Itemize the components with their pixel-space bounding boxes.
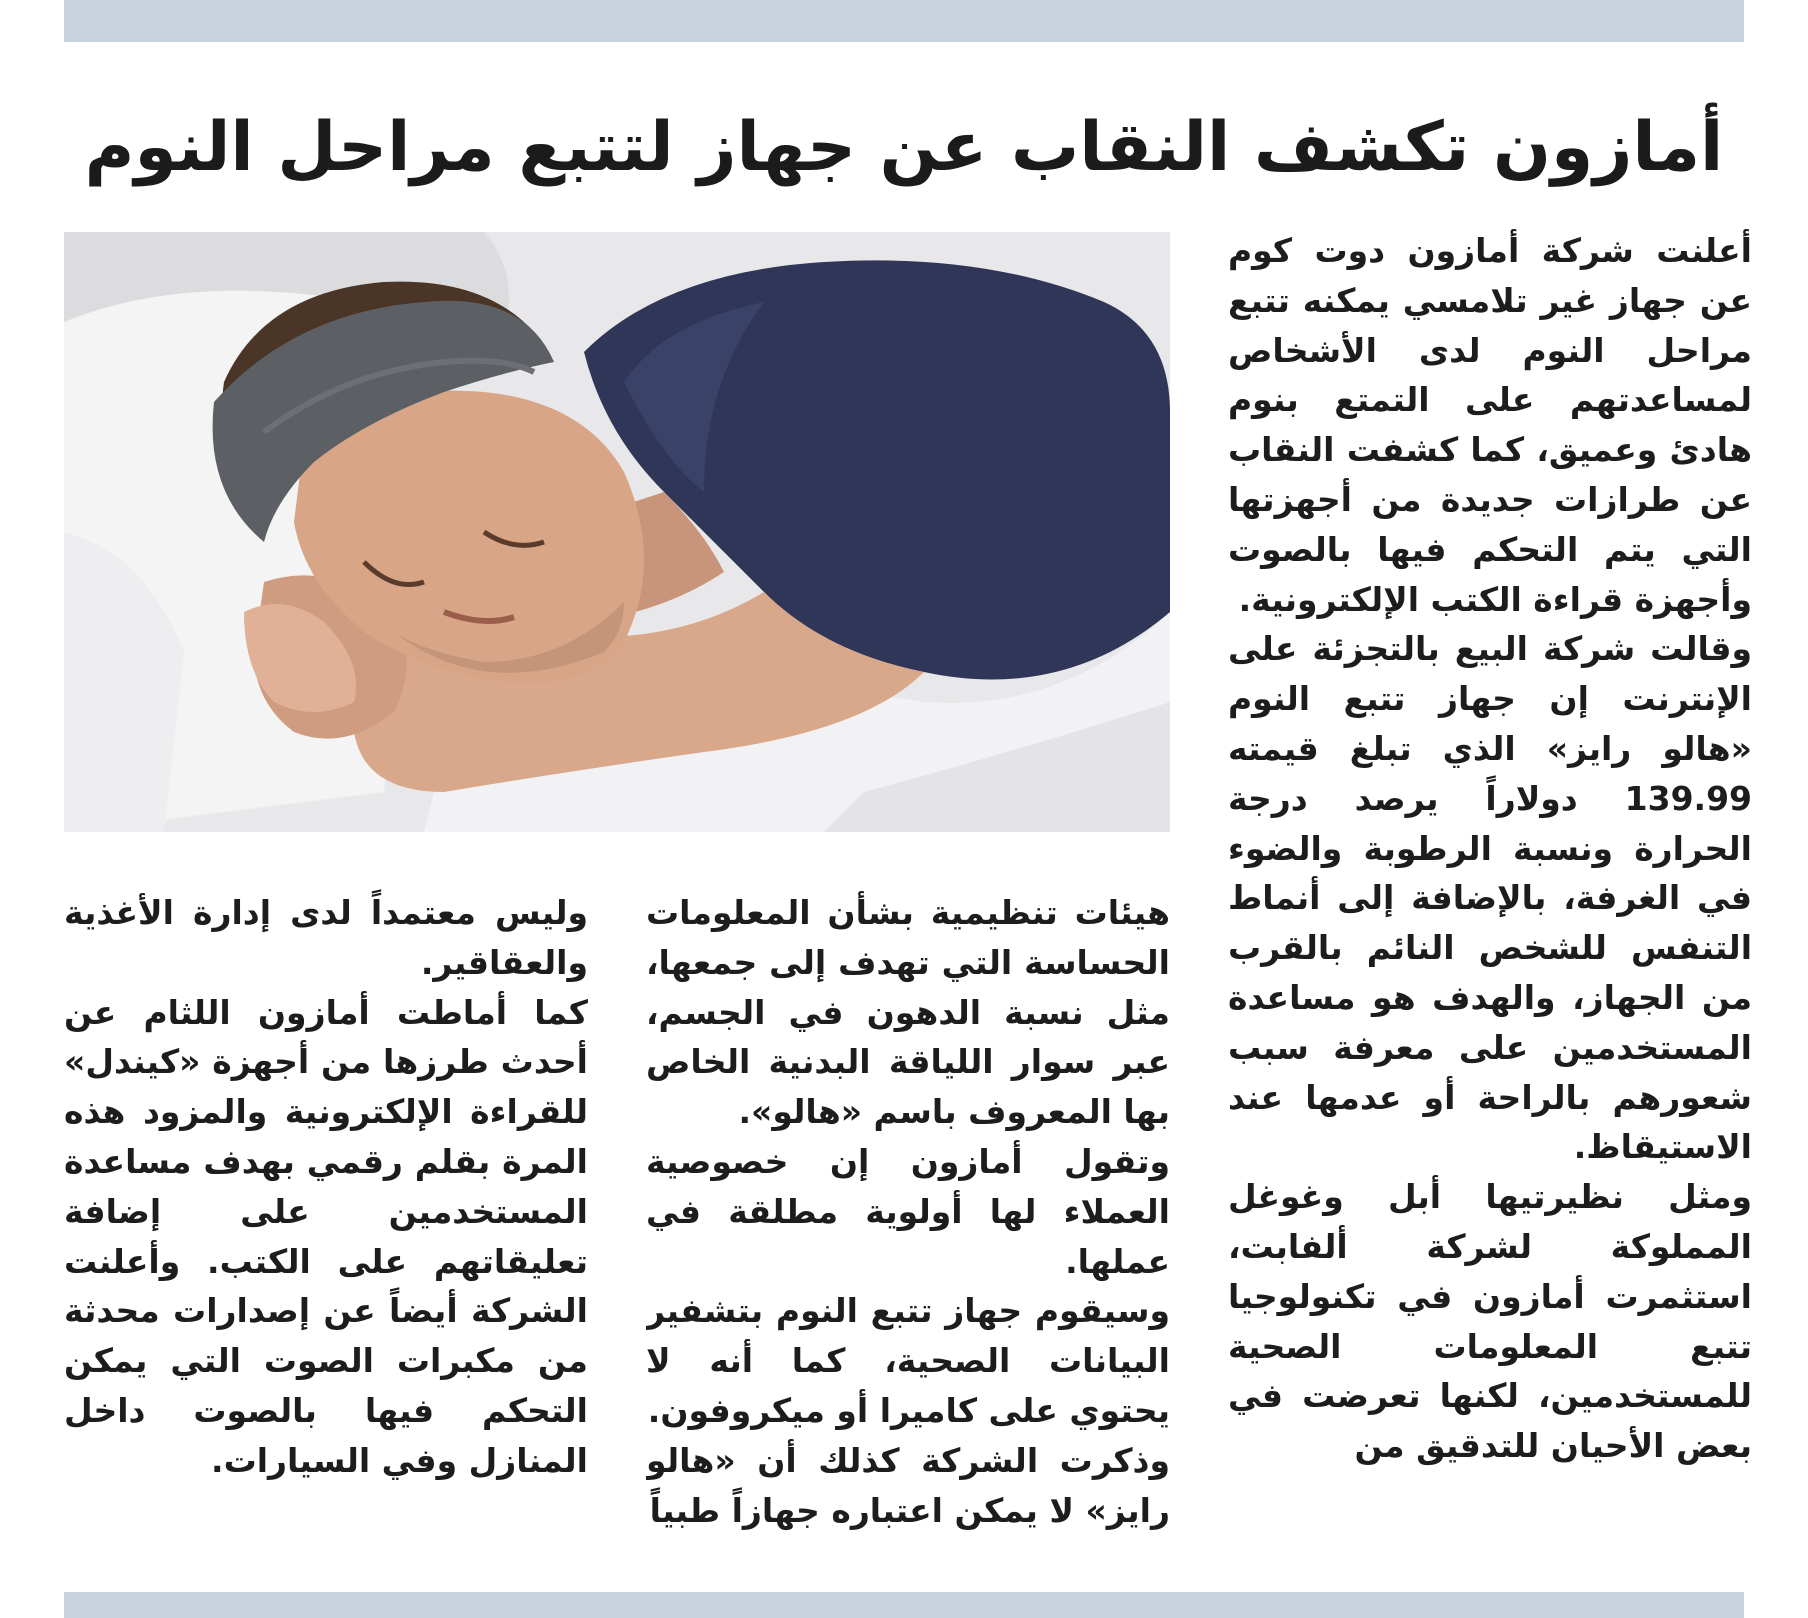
paragraph: كما أماطت أمازون اللثام عن أحدث طرزها من أجهزة «كيندل» للقراءة الإلكترونية والمزود هذه المرة بقلم رقمي بهدف مساعدة المستخدمين على إضافة تعليقاتهم على الكتب. وأعلنت الشركة أيضاً عن إصدارات محدثة من مكبرات الصوت التي يمكن التحكم فيها بالصوت داخل المنازل وفي السيارات. [64, 992, 588, 1480]
article-photo [64, 232, 1170, 832]
article-column-middle [646, 888, 1170, 1556]
paragraph: أعلنت شركة أمازون دوت كوم عن جهاز غير تلامسي يمكنه تتبع مراحل النوم لدى الأشخاص لمساعدتهم على التمتع بنوم هادئ وعميق، كما كشفت النقاب عن طرازات جديدة من أجهزتها التي يتم التحكم فيها بالصوت وأجهزة قراءة الكتب الإلكترونية. [1228, 231, 1752, 619]
top-rule [64, 0, 1744, 42]
article-column-left [64, 888, 588, 1556]
headline: أمازون تكشف النقاب عن جهاز لتتبع مراحل النوم [84, 108, 1724, 187]
bottom-rule [64, 1592, 1744, 1618]
paragraph: وذكرت الشركة كذلك أن «هالو رايز» لا يمكن اعتباره جهازاً طبياً [646, 1440, 1170, 1530]
paragraph: وقالت شركة البيع بالتجزئة على الإنترنت إن جهاز تتبع النوم «هالو رايز» الذي تبلغ قيمته 139.99 دولاراً يرصد درجة الحرارة ونسبة الرطوبة والضوء في الغرفة، بالإضافة إلى أنماط التنفس للشخص النائم بالقرب من الجهاز، والهدف هو مساعدة المستخدمين على معرفة سبب شعورهم بالراحة أو عدمها عند الاستيقاظ. [1228, 629, 1752, 1167]
paragraph: ومثل نظيرتيها أبل وغوغل المملوكة لشركة ألفابت، استثمرت أمازون في تكنولوجيا تتبع المعلومات الصحية للمستخدمين، لكنها تعرضت في بعض الأحيان للتدقيق من [1228, 1177, 1752, 1466]
article-column-right [1228, 226, 1752, 1556]
paragraph: وسيقوم جهاز تتبع النوم بتشفير البيانات الصحية، كما أنه لا يحتوي على كاميرا أو ميكروفون. [646, 1291, 1170, 1430]
paragraph: وليس معتمداً لدى إدارة الأغذية والعقاقير. [64, 893, 588, 982]
paragraph: هيئات تنظيمية بشأن المعلومات الحساسة التي تهدف إلى جمعها، مثل نسبة الدهون في الجسم، عبر سوار اللياقة البدنية الخاص بها المعروف باسم «هالو». [646, 893, 1170, 1132]
sleeping-man-illustration [64, 232, 1170, 832]
paragraph: وتقول أمازون إن خصوصية العملاء لها أولوية مطلقة في عملها. [646, 1141, 1170, 1281]
